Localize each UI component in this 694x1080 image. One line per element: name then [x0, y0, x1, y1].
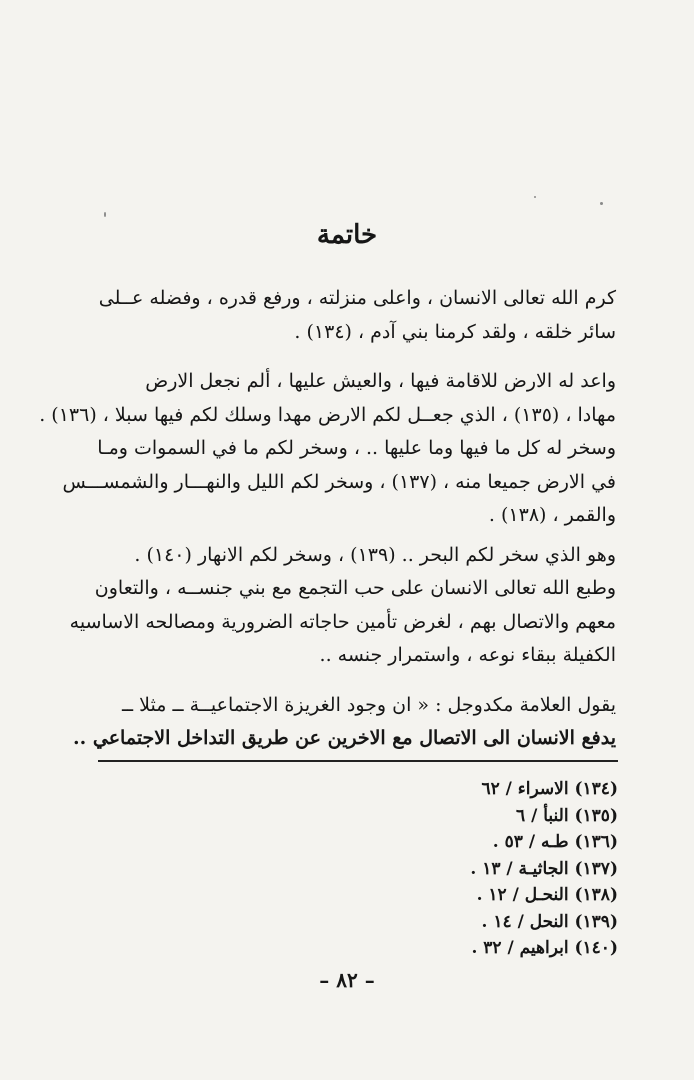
- text-line: يقول العلامة مكدوجل : « ان وجود الغريزة الاجتماعيــة ــ مثلا ــ: [121, 693, 616, 716]
- footnote-136: (١٣٦) طـه / ٥٣ .: [492, 832, 618, 852]
- page-number: – ٨٢ –: [319, 968, 375, 992]
- footnote-137: (١٣٧) الجاثيـة / ١٣ .: [470, 858, 618, 879]
- paragraph-2: [39, 365, 616, 533]
- footnote-138: (١٣٨) النحـل / ١٢ .: [476, 885, 618, 905]
- text-line: وهو الذي سخر لكم البحر .. (١٣٩) ، وسخر لكم الانهار (١٤٠) .: [134, 543, 616, 566]
- footnote-135: (١٣٥) النبأ / ٦: [516, 805, 618, 826]
- text-line: وطبع الله تعالى الانسان على حب التجمع مع بني جنســه ، والتعاون: [94, 577, 616, 599]
- text-line: يدفع الانسان الى الاتصال مع الاخرين عن طريق التداخل الاجتماعي ..: [73, 727, 616, 749]
- page-title: خاتمة: [316, 220, 378, 250]
- paragraph-3: [69, 539, 616, 673]
- paragraph-1: [96, 282, 616, 349]
- text-line: معهم والاتصال بهم ، لغرض تأمين حاجاته الضرورية ومصالحه الاساسيه: [69, 610, 616, 633]
- text-line: وسخر له كل ما فيها وما عليها .. ، وسخر لكم ما في السموات ومـا: [97, 437, 616, 459]
- footnotes: [300, 776, 618, 962]
- scan-speck: [534, 196, 536, 198]
- text-line: في الارض جميعا منه ، (١٣٧) ، وسخر لكم الليل والنهـــار والشمســـس: [62, 470, 616, 493]
- scan-speck: [104, 212, 106, 217]
- text-line: مهادا ، (١٣٥) ، الذي جعــل لكم الارض مهدا وسلك لكم فيها سبلا ، (١٣٦) .: [39, 403, 616, 426]
- text-line: واعد له الارض للاقامة فيها ، والعيش عليها ، ألم نجعل الارض: [145, 370, 616, 392]
- footnote-140: (١٤٠) ابراهيم / ٣٢ .: [471, 938, 618, 958]
- text-line: الكفيلة ببقاء نوعه ، واستمرار جنسه ..: [319, 644, 616, 666]
- paragraph-4: [73, 689, 616, 756]
- footnote-134: (١٣٤) الاسراء / ٦٢: [481, 779, 618, 799]
- scan-speck: [600, 202, 603, 205]
- footnote-divider: [98, 760, 618, 762]
- text-line: كرم الله تعالى الانسان ، واعلى منزلته ، ورفع قدره ، وفضله عــلى: [98, 287, 616, 309]
- footnote-139: (١٣٩) النحل / ١٤ .: [481, 911, 618, 932]
- body-text: [39, 282, 616, 772]
- text-line: والقمر ، (١٣٨) .: [488, 504, 616, 526]
- text-line: سائر خلقه ، ولقد كرمنا بني آدم ، (١٣٤) .: [294, 320, 616, 343]
